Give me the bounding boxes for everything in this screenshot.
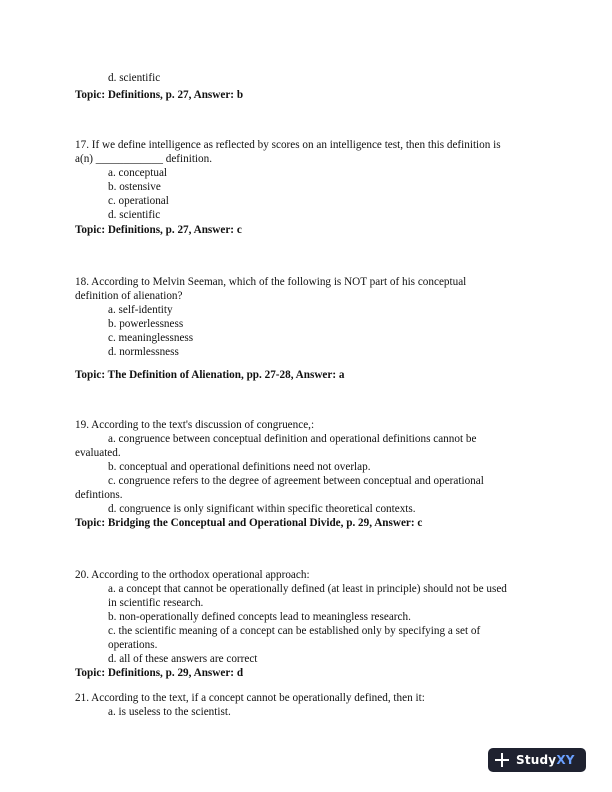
plus-icon (492, 748, 514, 772)
q19-stem: 19. According to the text's discussion of congruence,: (75, 419, 315, 431)
brand-name (516, 753, 575, 767)
prev-option-d: d. scientific (108, 72, 161, 84)
q17-stem-line1: 17. If we define intelligence as reflected by scores on an intelligence test, then this definition is (75, 139, 501, 151)
brand-main: Study (516, 753, 557, 767)
q18-stem-line2: definition of alienation? (75, 290, 183, 302)
q19-option-a-line2: evaluated. (75, 447, 121, 459)
q20-option-d: d. all of these answers are correct (108, 653, 258, 665)
prev-topic: Topic: Definitions, p. 27, Answer: b (75, 89, 244, 101)
q17-stem-line2: a(n) ____________ definition. (75, 153, 213, 165)
q19-option-c-line2: defintions. (75, 489, 123, 501)
q17-option-c: c. operational (108, 195, 169, 207)
q20-option-c-line2: operations. (108, 639, 158, 651)
q21-stem: 21. According to the text, if a concept cannot be operationally defined, then it: (75, 692, 425, 704)
q20-option-c-line1: c. the scientific meaning of a concept can be established only by specifying a set of (108, 625, 481, 637)
q19-topic: Topic: Bridging the Conceptual and Operational Divide, p. 29, Answer: c (75, 517, 423, 529)
q20-topic: Topic: Definitions, p. 29, Answer: d (75, 667, 244, 679)
q18-topic: Topic: The Definition of Alienation, pp. 27-28, Answer: a (75, 369, 345, 381)
q18-option-a: a. self-identity (108, 304, 173, 316)
q19-option-b: b. conceptual and operational definitions need not overlap. (108, 461, 371, 473)
q20-option-b: b. non-operationally defined concepts lead to meaningless research. (108, 611, 411, 623)
q17-option-a: a. conceptual (108, 167, 168, 179)
q17-topic: Topic: Definitions, p. 27, Answer: c (75, 224, 242, 236)
brand-accent: XY (556, 753, 575, 767)
q19-option-a-line1: a. congruence between conceptual definition and operational definitions cannot be (108, 433, 477, 445)
q18-stem-line1: 18. According to Melvin Seeman, which of the following is NOT part of his conceptual (75, 276, 467, 288)
q17-option-b: b. ostensive (108, 181, 161, 193)
q21-option-a: a. is useless to the scientist. (108, 706, 231, 718)
q19-option-d: d. congruence is only significant within specific theoretical contexts. (108, 503, 416, 515)
q18-option-c: c. meaninglessness (108, 332, 194, 344)
q20-stem: 20. According to the orthodox operational approach: (75, 569, 310, 581)
q20-option-a-line2: in scientific research. (108, 597, 204, 609)
q20-option-a-line1: a. a concept that cannot be operationally defined (at least in principle) should not be used (108, 583, 507, 595)
q18-option-d: d. normlessness (108, 346, 179, 358)
q18-option-b: b. powerlessness (108, 318, 184, 330)
q19-option-c-line1: c. congruence refers to the degree of agreement between conceptual and operational (108, 475, 484, 487)
studyxy-badge[interactable] (488, 748, 586, 772)
q17-option-d: d. scientific (108, 209, 161, 221)
